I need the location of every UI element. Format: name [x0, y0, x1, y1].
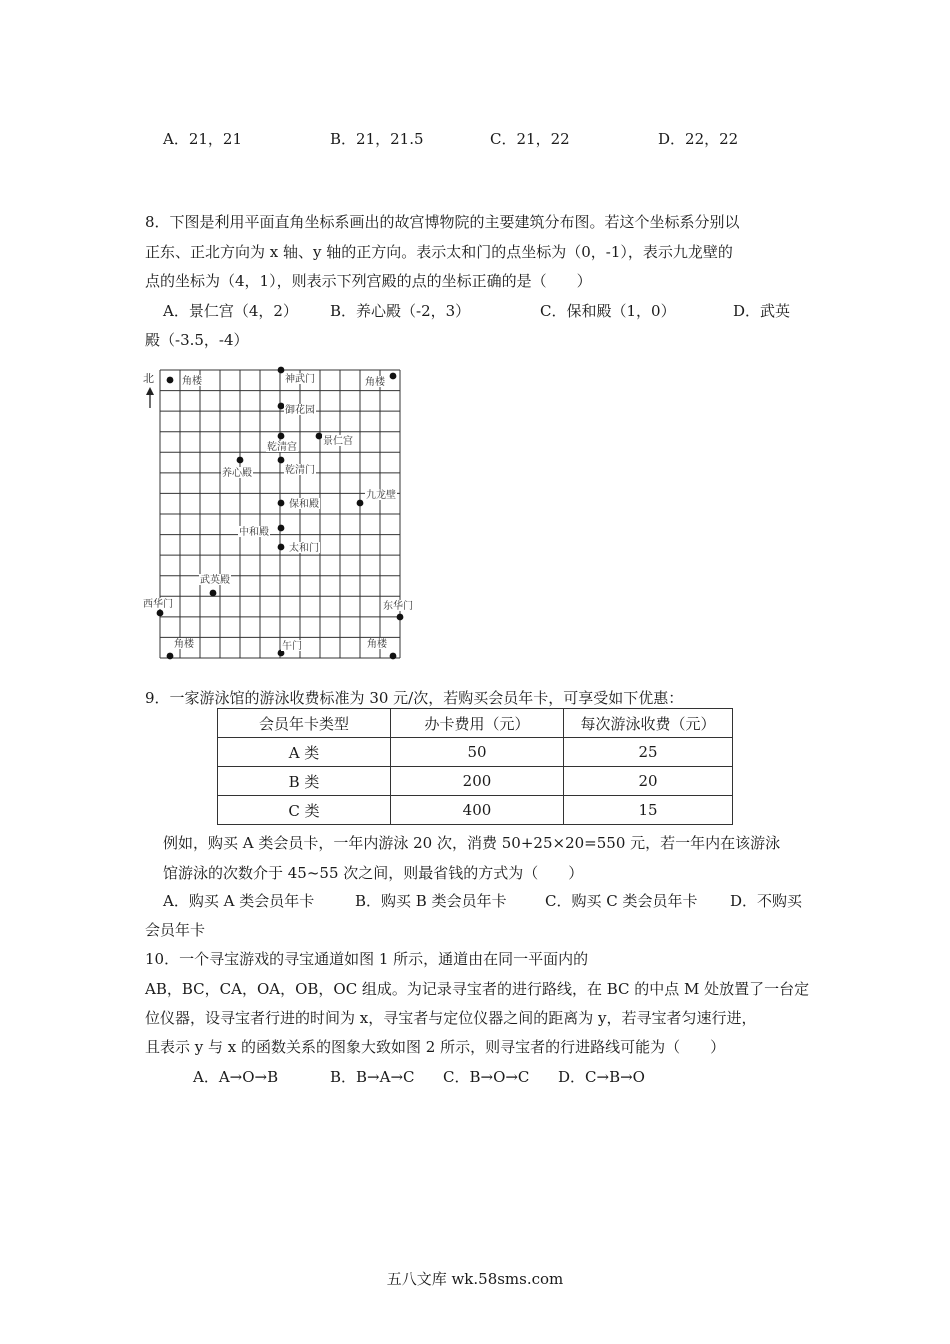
- table-row: [218, 738, 733, 767]
- map-label: 乾清门: [285, 465, 315, 476]
- map-marker: [316, 433, 323, 440]
- map-label: 角楼: [174, 639, 194, 650]
- q7-option-b: B．21，21.5: [330, 130, 424, 148]
- q9-option-d: D．不购买: [730, 892, 803, 910]
- q8-option-d-wrap: 殿（-3.5，-4）: [145, 331, 249, 349]
- q10-option-a: A．A→O→B: [193, 1068, 279, 1086]
- table-cell: 20: [564, 767, 733, 796]
- q8-line-2: 正东、正北方向为 x 轴、y 轴的正方向。表示太和门的点坐标为（0，-1），表示九龙壁的: [145, 243, 733, 261]
- map-label: 角楼: [365, 377, 385, 388]
- map-marker: [278, 433, 285, 440]
- table-header: 办卡费用（元）: [391, 709, 564, 738]
- q10-option-d: D．C→B→O: [558, 1068, 645, 1086]
- q7-option-a: A．21，21: [163, 130, 243, 148]
- map-grid: [160, 370, 400, 658]
- map-marker: [390, 653, 397, 660]
- table-cell: 25: [564, 738, 733, 767]
- q10-option-b: B．B→A→C: [330, 1068, 415, 1086]
- map-label: 东华门: [383, 601, 413, 612]
- map-marker: [278, 544, 285, 551]
- q10-line-4: 且表示 y 与 x 的函数关系的图象大致如图 2 所示，则寻宝者的行进路线可能为（ ）: [145, 1038, 726, 1056]
- q10-line-1: 10．一个寻宝游戏的寻宝通道如图 1 所示，通道由在同一平面内的: [145, 950, 589, 968]
- table-cell: 50: [391, 738, 564, 767]
- map-label: 角楼: [182, 376, 202, 387]
- footer-watermark: 五八文库 wk.58sms.com: [386, 1270, 564, 1288]
- table-cell: B 类: [218, 767, 391, 796]
- table-cell: 200: [391, 767, 564, 796]
- map-marker: [397, 614, 404, 621]
- q9-line-1: 例如，购买 A 类会员卡，一年内游泳 20 次，消费 50+25×20=550 元，若一年内在该游泳: [163, 834, 781, 852]
- table-cell: 15: [564, 796, 733, 825]
- table-row: [218, 767, 733, 796]
- fee-table: [217, 708, 733, 825]
- q9-option-a: A．购买 A 类会员年卡: [163, 892, 315, 910]
- table-header-row: [218, 709, 733, 738]
- map-label: 保和殿: [289, 499, 319, 510]
- q8-option-d: D．武英: [733, 302, 791, 320]
- map-label: 御花园: [285, 405, 315, 416]
- map-label: 景仁宫: [323, 436, 353, 447]
- q10-option-c: C．B→O→C: [443, 1068, 530, 1086]
- table-header: 会员年卡类型: [218, 709, 391, 738]
- map-marker: [278, 367, 285, 374]
- map-label: 乾清宫: [267, 442, 297, 453]
- map-marker: [278, 457, 285, 464]
- map-label: 中和殿: [239, 527, 269, 538]
- north-label: 北: [143, 372, 154, 385]
- north-arrowhead: [146, 387, 154, 395]
- table-cell: C 类: [218, 796, 391, 825]
- map-markers: [142, 367, 414, 660]
- q9-intro: 9．一家游泳馆的游泳收费标准为 30 元/次，若购买会员年卡，可享受如下优惠：: [145, 689, 684, 707]
- q8-line-1: 8．下图是利用平面直角坐标系画出的故宫博物院的主要建筑分布图。若这个坐标系分别以: [145, 213, 740, 231]
- table-cell: 400: [391, 796, 564, 825]
- q10-line-2: AB，BC，CA，OA，OB，OC 组成。为记录寻宝者的进行路线，在 BC 的中点 M 处放置了一台定: [145, 980, 810, 998]
- map-label: 西华门: [143, 599, 173, 610]
- map-label: 角楼: [367, 639, 387, 650]
- map-marker: [157, 610, 164, 617]
- map-label: 神武门: [285, 374, 315, 385]
- map-label: 武英殿: [200, 575, 230, 586]
- map-marker: [167, 377, 174, 384]
- map-label: 养心殿: [222, 468, 252, 479]
- map-marker: [167, 653, 174, 660]
- q9-option-b: B．购买 B 类会员年卡: [355, 892, 507, 910]
- palace-map: [141, 366, 413, 662]
- q8-option-b: B．养心殿（-2，3）: [330, 302, 471, 320]
- q9-option-d-wrap: 会员年卡: [145, 921, 206, 939]
- map-marker: [278, 525, 285, 532]
- map-marker: [278, 500, 285, 507]
- table-cell: A 类: [218, 738, 391, 767]
- q8-line-3: 点的坐标为（4，1），则表示下列宫殿的点的坐标正确的是（ ）: [145, 272, 592, 290]
- table-row: [218, 796, 733, 825]
- map-label: 九龙壁: [366, 490, 396, 501]
- q8-option-c: C．保和殿（1，0）: [540, 302, 676, 320]
- map-marker: [278, 403, 285, 410]
- map-marker: [390, 373, 397, 380]
- q10-line-3: 位仪器，设寻宝者行进的时间为 x，寻宝者与定位仪器之间的距离为 y，若寻宝者匀速行进，: [145, 1009, 757, 1027]
- q9-line-2: 馆游泳的次数介于 45~55 次之间，则最省钱的方式为（ ）: [163, 864, 584, 882]
- map-label: 午门: [282, 641, 302, 652]
- map-marker: [210, 590, 217, 597]
- q7-option-d: D．22，22: [658, 130, 739, 148]
- q7-option-c: C．21，22: [490, 130, 570, 148]
- q8-option-a: A．景仁宫（4，2）: [163, 302, 298, 320]
- map-marker: [237, 457, 244, 464]
- table-header: 每次游泳收费（元）: [564, 709, 733, 738]
- q9-option-c: C．购买 C 类会员年卡: [545, 892, 698, 910]
- map-label: 太和门: [289, 543, 319, 554]
- map-marker: [357, 500, 364, 507]
